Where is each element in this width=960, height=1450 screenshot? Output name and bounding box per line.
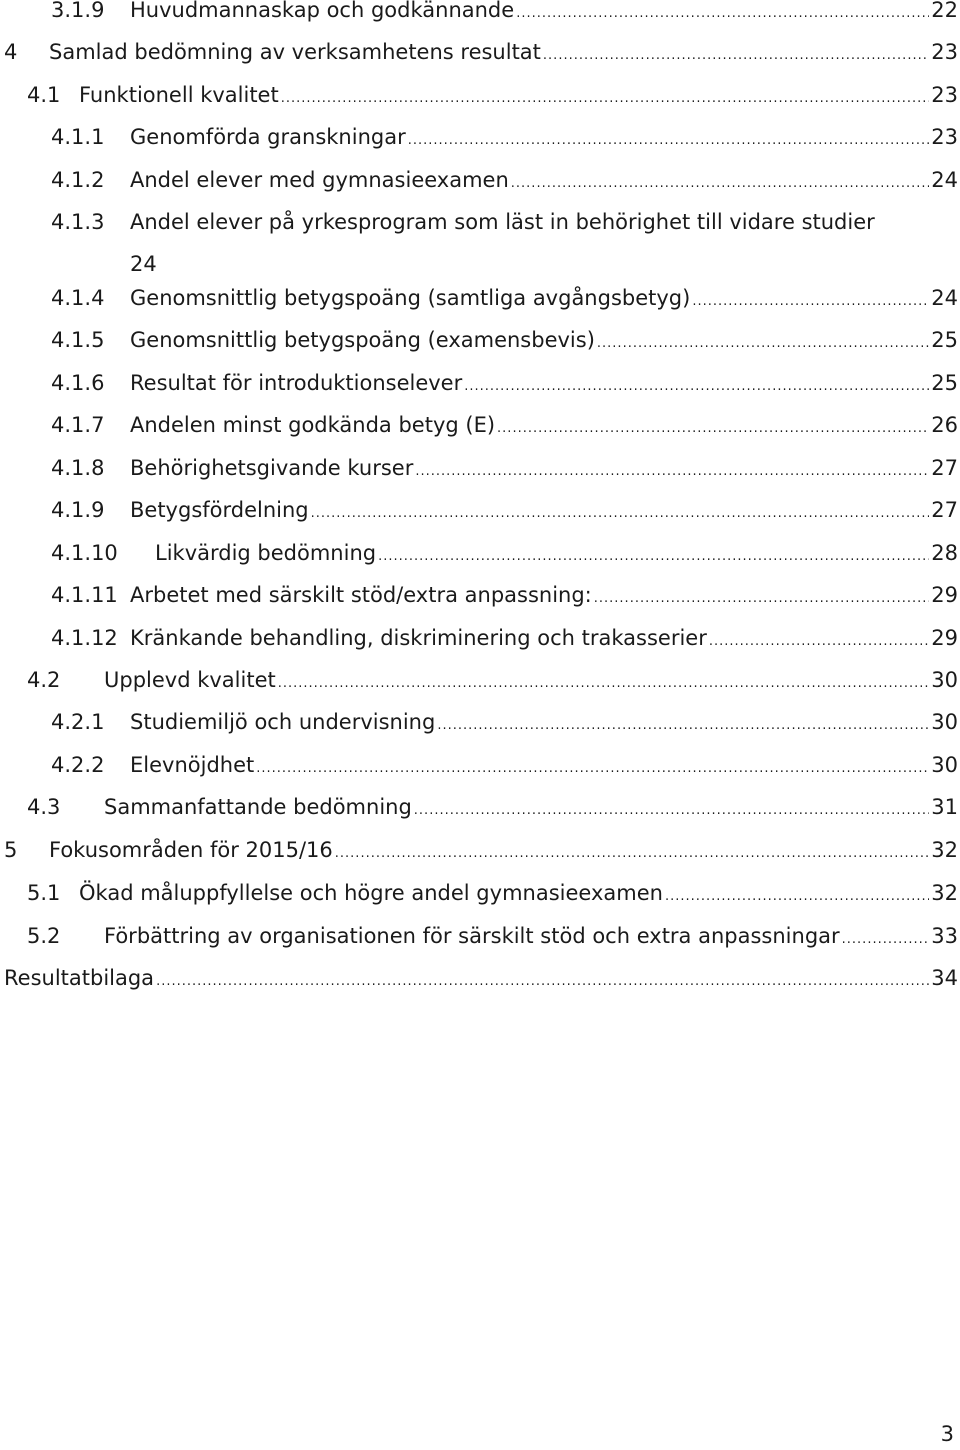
toc-entry-page: 34	[931, 966, 958, 990]
toc-entry-number: 4.1.5	[51, 328, 105, 352]
toc-entry-page: 31	[931, 795, 958, 819]
dot-leader	[516, 0, 929, 32]
toc-entry-number: 4	[4, 40, 18, 64]
toc-entry-page: 29	[931, 626, 958, 650]
toc-entry[interactable]	[0, 577, 960, 613]
dot-leader	[311, 496, 930, 532]
toc-entry[interactable]	[0, 34, 960, 70]
toc-entry[interactable]	[0, 918, 960, 954]
toc-entry-title: Genomsnittlig betygspoäng (examensbevis)	[130, 328, 595, 352]
toc-entry-title: Samlad bedömning av verksamhetens resultat	[49, 40, 541, 64]
toc-entry-number: 4.1.8	[51, 456, 105, 480]
toc-entry-page: 23	[931, 83, 958, 107]
toc-entry-title: Elevnöjdhet	[130, 753, 255, 777]
toc-entry-number: 4.2.1	[51, 710, 105, 734]
toc-entry-page: 23	[931, 125, 958, 149]
dot-leader	[256, 751, 929, 787]
toc-entry-title: Genomsnittlig betygspoäng (samtliga avgångsbetyg)	[130, 286, 691, 310]
toc-entry-page: 30	[931, 710, 958, 734]
page-number: 3	[940, 1422, 954, 1446]
toc-entry[interactable]	[0, 322, 960, 358]
toc-entry[interactable]	[0, 450, 960, 486]
toc-entry-page: 29	[931, 583, 958, 607]
dot-leader	[497, 411, 929, 447]
toc-entry-title: Huvudmannaskap och godkännande	[130, 0, 515, 22]
toc-entry-page: 22	[931, 0, 958, 22]
toc-entry[interactable]	[0, 789, 960, 825]
toc-entry-title: Fokusområden för 2015/16	[49, 838, 333, 862]
toc-entry[interactable]	[0, 204, 960, 284]
toc-entry-title: Likvärdig bedömning	[155, 541, 377, 565]
toc-entry-number: 4.1.2	[51, 168, 105, 192]
toc-entry-page: 32	[931, 881, 958, 905]
toc-entry-number: 4.1.3	[51, 210, 105, 234]
toc-entry[interactable]	[0, 280, 960, 316]
dot-leader	[378, 539, 929, 575]
toc-entry[interactable]	[0, 407, 960, 443]
dot-leader	[594, 581, 930, 617]
toc-entry[interactable]	[0, 492, 960, 528]
toc-entry-title: Andelen minst godkända betyg (E)	[130, 413, 496, 437]
toc-entry[interactable]	[0, 77, 960, 113]
toc-entry-page: 30	[931, 668, 958, 692]
toc-entry-number: 4.1	[27, 83, 61, 107]
toc-entry-title: Förbättring av organisationen för särskilt stöd och extra anpassningar	[104, 924, 840, 948]
toc-entry-number: 3.1.9	[51, 0, 105, 22]
toc-entry-title: Andel elever på yrkesprogram som läst in behörighet till vidare studier	[130, 210, 875, 234]
toc-entry-page: 25	[931, 328, 958, 352]
toc-entry[interactable]	[0, 119, 960, 155]
dot-leader	[597, 326, 929, 362]
toc-entry[interactable]	[0, 0, 960, 28]
dot-leader	[408, 123, 930, 159]
dot-leader	[415, 454, 929, 490]
toc-entry-page: 27	[931, 456, 958, 480]
dot-leader	[464, 369, 929, 405]
toc-entry-title: Resultatbilaga	[4, 966, 155, 990]
dot-leader	[335, 836, 929, 872]
toc-entry-page: 23	[931, 40, 958, 64]
toc-entry-title: Upplevd kvalitet	[104, 668, 276, 692]
toc-entry-number: 4.1.9	[51, 498, 105, 522]
toc-entry[interactable]	[0, 960, 960, 996]
toc-entry-page: 26	[931, 413, 958, 437]
toc-entry-title: Andel elever med gymnasieexamen	[130, 168, 509, 192]
toc-entry-title: Sammanfattande bedömning	[104, 795, 412, 819]
toc-entry[interactable]	[0, 832, 960, 868]
toc-entry[interactable]	[0, 620, 960, 656]
toc-entry-page: 28	[931, 541, 958, 565]
toc-entry-number: 5	[4, 838, 18, 862]
dot-leader	[414, 793, 929, 829]
dot-leader	[709, 624, 929, 660]
toc-entry-title: Ökad måluppfyllelse och högre andel gymnasieexamen	[79, 881, 663, 905]
toc-entry-title: Kränkande behandling, diskriminering och trakasserier	[130, 626, 707, 650]
toc-entry-title: Genomförda granskningar	[130, 125, 406, 149]
toc-entry[interactable]	[0, 162, 960, 198]
toc-entry[interactable]	[0, 662, 960, 698]
toc-entry-number: 4.1.4	[51, 286, 105, 310]
toc-entry-number: 4.1.6	[51, 371, 105, 395]
toc-entry[interactable]	[0, 747, 960, 783]
toc-entry[interactable]	[0, 365, 960, 401]
toc-entry-page: 24	[931, 168, 958, 192]
dot-leader	[437, 708, 929, 744]
toc-entry-title: Studiemiljö och undervisning	[130, 710, 436, 734]
toc-entry-number: 5.1	[27, 881, 61, 905]
toc-entry-page: 27	[931, 498, 958, 522]
toc-entry-page: 25	[931, 371, 958, 395]
toc-entry[interactable]	[0, 535, 960, 571]
dot-leader	[543, 38, 929, 74]
toc-entry[interactable]	[0, 704, 960, 740]
dot-leader	[281, 81, 930, 117]
dot-leader	[511, 166, 929, 202]
toc-entry-page: 33	[931, 924, 958, 948]
toc-entry-number: 4.1.10	[51, 541, 118, 565]
toc-entry-page: 30	[931, 753, 958, 777]
toc-entry-number: 5.2	[27, 924, 61, 948]
toc-entry-number: 4.1.11	[51, 583, 118, 607]
toc-entry-number: 4.2.2	[51, 753, 105, 777]
toc-entry-title: Funktionell kvalitet	[79, 83, 279, 107]
toc-entry-page: 24	[130, 252, 157, 276]
toc-entry-title: Arbetet med särskilt stöd/extra anpassning:	[130, 583, 592, 607]
toc-entry-number: 4.2	[27, 668, 61, 692]
dot-leader	[692, 284, 929, 320]
toc-entry-number: 4.3	[27, 795, 61, 819]
toc-entry-title: Resultat för introduktionselever	[130, 371, 463, 395]
toc-entry-number: 4.1.12	[51, 626, 118, 650]
toc-entry-title: Betygsfördelning	[130, 498, 309, 522]
dot-leader	[842, 922, 930, 958]
toc-entry-page: 24	[931, 286, 958, 310]
toc-entry-number: 4.1.1	[51, 125, 105, 149]
toc-entry-number: 4.1.7	[51, 413, 105, 437]
toc-entry-title: Behörighetsgivande kurser	[130, 456, 414, 480]
toc-entry[interactable]	[0, 875, 960, 911]
dot-leader	[156, 964, 929, 1000]
toc-entry-page: 32	[931, 838, 958, 862]
dot-leader	[665, 879, 929, 915]
dot-leader	[278, 666, 930, 702]
